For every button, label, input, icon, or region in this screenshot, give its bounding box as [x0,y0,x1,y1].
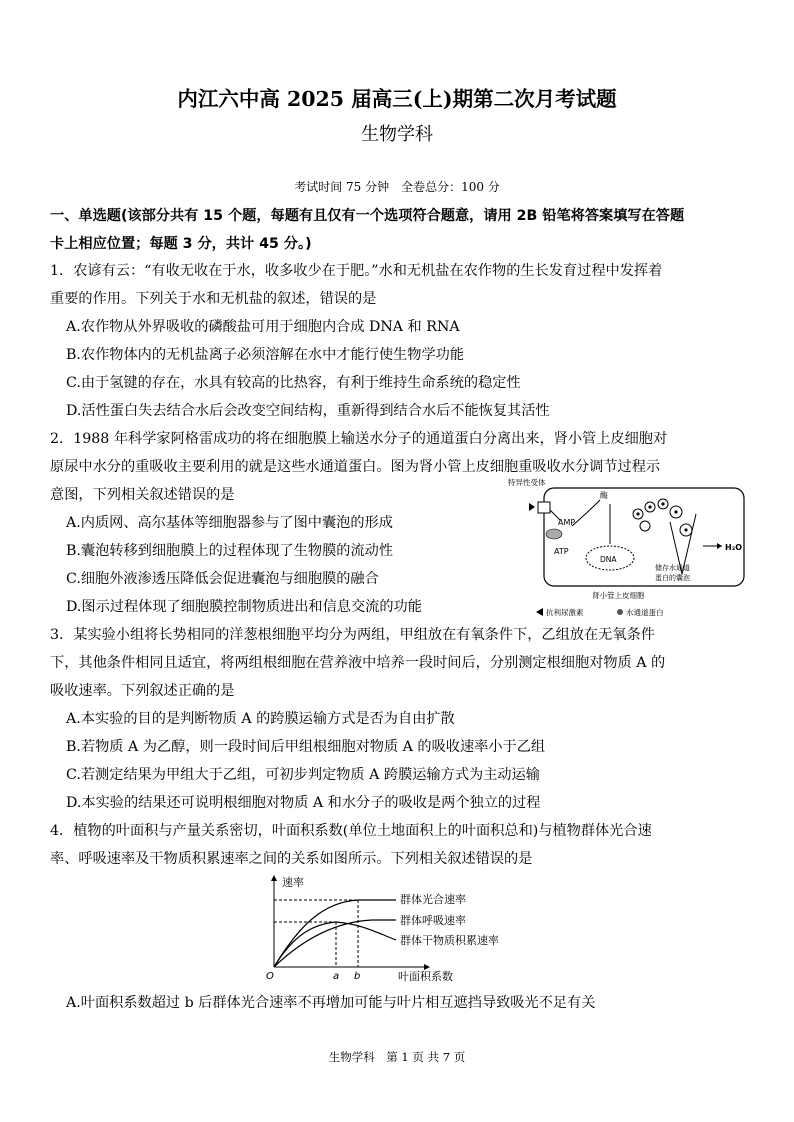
legend-dry-matter: 群体干物质积累速率 [400,934,499,947]
x-tick-b: b [354,971,361,982]
x-tick-a: a [333,971,340,982]
amp-label: AMP [558,518,576,527]
y-axis-label: 速率 [282,876,304,889]
q1-stem-line2: 重要的作用。下列关于水和无机盐的叙述，错误的是 [50,291,377,307]
receptor-label: 特异性受体 [508,478,546,487]
q2-option-d: D.图示过程体现了细胞膜控制物质进出和信息交流的功能 [66,599,422,615]
leaf-area-chart [262,872,542,982]
q2-option-a: A.内质网、高尔基体等细胞器参与了图中囊泡的形成 [66,515,393,531]
origin-label: O [266,971,274,982]
q1-option-d: D.活性蛋白失去结合水后会改变空间结构，重新得到结合水后不能恢复其活性 [66,403,550,419]
legend-channel-marker [617,609,623,615]
receptor-shape [538,502,550,513]
q1-option-b: B.农作物体内的无机盐离子必须溶解在水中才能行使生物学功能 [66,347,465,363]
kidney-cell-diagram [500,474,752,620]
section-heading-line1: 一、单选题(该部分共有 15 个题，每题有且仅有一个选项符合题意，请用 2B 铅笔将答案填写在答题 [50,208,685,224]
cell-membrane [544,488,744,586]
q1-option-c: C.由于氢键的存在，水具有较高的比热容，有利于维持生命系统的稳定性 [66,375,521,391]
q1-stem-line1: 1．农谚有云：“有收无收在于水，收多收少在于肥。”水和无机盐在农作物的生长发育过程中发挥着 [50,263,663,279]
section-heading-line2: 卡上相应位置；每题 3 分，共计 45 分。) [50,236,312,252]
enzyme-label: 酶 [600,491,608,500]
q2-stem-line1: 2．1988 年科学家阿格雷成功的将在细胞膜上输送水分子的通道蛋白分离出来，肾小管上皮细胞对 [50,431,668,447]
series-photosynthesis [274,900,396,967]
legend-channel: 水通道蛋白 [626,608,664,617]
water-label: H₂O [725,543,742,552]
hormone-triangle [529,503,535,511]
dna-label: DNA [600,555,617,564]
page-footer: 生物学科 第 1 页 共 7 页 [328,1050,466,1064]
water-arrow-head [717,543,722,549]
q3-option-d: D.本实验的结果还可说明根细胞对物质 A 和水分子的吸收是两个独立的过程 [66,795,541,811]
q1-option-a: A.农作物从外界吸收的磷酸盐可用于细胞内合成 DNA 和 RNA [66,319,460,335]
enzyme-blob [546,529,562,539]
q4-stem-line1: 4．植物的叶面积与产量关系密切，叶面积系数(单位土地面积上的叶面积总和)与植物群体光合速 [50,823,652,839]
atp-label: ATP [554,547,569,556]
q3-stem-line2: 下，其他条件相同且适宜，将两组根细胞在营养液中培养一段时间后，分别测定根细胞对物质 A 的 [50,655,666,671]
signal-arrow [572,500,600,526]
vesicle-cluster [633,499,692,536]
x-axis-label: 叶面积系数 [398,970,453,982]
exam-info: 考试时间 75 分钟 全卷总分：100 分 [294,180,500,194]
vesicle-label-1: 储存水通道 [655,564,690,572]
q4-option-a: A.叶面积系数超过 b 后群体光合速率不再增加可能与叶片相互遮挡导致吸光不足有关 [66,995,596,1011]
q3-option-b: B.若物质 A 为乙醇，则一段时间后甲组根细胞对物质 A 的吸收速率小于乙组 [66,739,546,755]
q2-stem-line2: 原尿中水分的重吸收主要利用的就是这些水通道蛋白。图为肾小管上皮细胞重吸收水分调节过程示 [50,459,661,475]
legend-photosynthesis: 群体光合速率 [400,893,466,906]
vesicle-label-2: 蛋白的囊泡 [655,574,690,582]
legend-respiration: 群体呼吸速率 [400,914,466,927]
y-axis-arrow [271,875,277,881]
q4-stem-line2: 率、呼吸速率及干物质积累速率之间的关系如图所示。下列相关叙述错误的是 [50,851,533,867]
q3-stem-line3: 吸收速率。下列叙述正确的是 [50,683,235,699]
q3-option-c: C.若测定结果为甲组大于乙组，可初步判定物质 A 跨膜运输方式为主动运输 [66,767,540,783]
q2-option-b: B.囊泡转移到细胞膜上的过程体现了生物膜的流动性 [66,543,394,559]
legend-hormone: 抗利尿激素 [546,608,584,617]
subject-title: 生物学科 [361,124,433,145]
legend-hormone-marker [536,608,543,616]
cell-label: 肾小管上皮细胞 [592,591,645,600]
series-dry-matter [274,922,396,967]
exam-title: 内江六中高 2025 届高三(上)期第二次月考试题 [177,87,617,111]
q2-option-c: C.细胞外液渗透压降低会促进囊泡与细胞膜的融合 [66,571,379,587]
q3-stem-line1: 3．某实验小组将长势相同的洋葱根细胞平均分为两组，甲组放在有氧条件下，乙组放在无氧条件 [50,627,655,643]
q3-option-a: A.本实验的目的是判断物质 A 的跨膜运输方式是否为自由扩散 [66,711,455,727]
q2-stem-line3: 意图，下列相关叙述错误的是 [50,487,235,503]
